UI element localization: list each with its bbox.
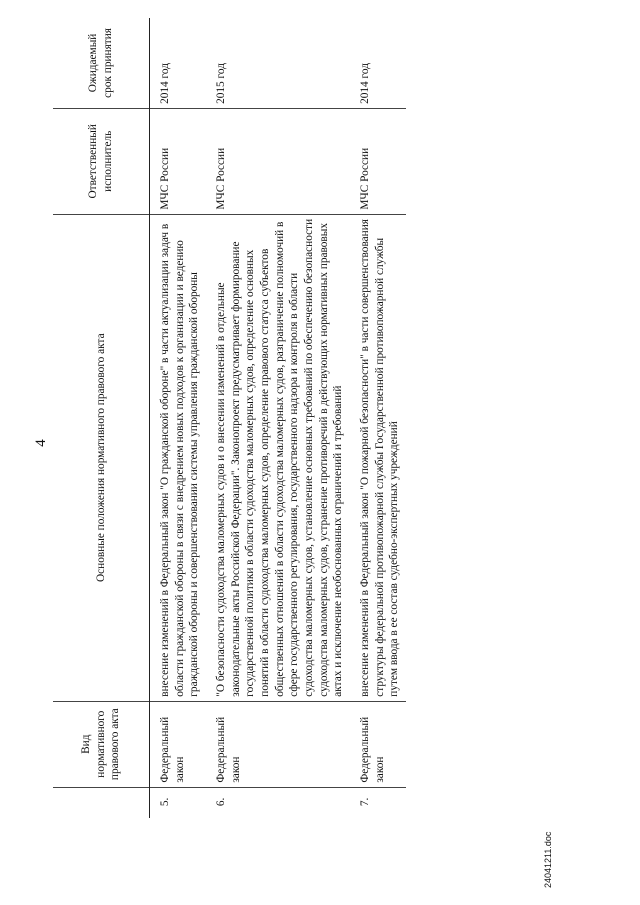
row-act-kind: Федеральный закон xyxy=(150,701,207,787)
header-provisions: Основные положения нормативного правового акта xyxy=(53,214,150,701)
header-act-kind: Вид нормативного правового акта xyxy=(53,701,150,787)
row-term: 2014 год xyxy=(350,18,406,108)
table-row xyxy=(150,18,207,818)
row-term: 2014 год xyxy=(150,18,207,108)
row-executor: МЧС России xyxy=(350,108,406,214)
row-executor: МЧС России xyxy=(206,108,350,214)
table-row xyxy=(206,18,350,818)
row-number: 7. xyxy=(359,797,372,807)
row-act-kind: Федеральный закон xyxy=(350,701,406,787)
legal-acts-table xyxy=(53,18,406,818)
row-provisions: внесение изменений в Федеральный закон "О гражданской обороне" в части актуализации задач в области гражданской обороны в связи с внедрением новых подходов к организации и ведению гражданской обороны и совершенствовании системы управления гражданской обороны xyxy=(150,214,207,701)
row-act-kind: Федеральный закон xyxy=(206,701,350,787)
header-executor: Ответственный исполнитель xyxy=(53,108,150,214)
document-page xyxy=(33,0,609,888)
row-executor: МЧС России xyxy=(150,108,207,214)
row-provisions: "О безопасности судоходства маломерных судов и о внесении изменений в отдельные законодательные акты Российской Федерации". Законопроект предусматривает формирование государственной политики в области судоходства маломерных судов, определение основных понятий в области судоходства маломерных судов, определение правового статуса субъектов общественных отношений в области судоходства маломерных судов, разграничение полномочий в сфере государственного регулирования, государственного надзора и контроля в области судоходства маломерных судов, установление основных требований по обеспечению безопасности судоходства маломерных судов, устранение противоречий в действующих нормативных правовых актах и исключение необоснованных ограничений и требований xyxy=(206,214,350,701)
header-number xyxy=(53,787,150,818)
document-file-id: 24041211.doc xyxy=(543,831,553,888)
row-term: 2015 год xyxy=(206,18,350,108)
header-term: Ожидаемый срок принятия xyxy=(53,18,150,108)
table-row xyxy=(350,18,406,818)
row-number: 5. xyxy=(159,797,171,807)
row-number: 6. xyxy=(215,797,228,807)
page-number: 4 xyxy=(33,439,49,447)
row-provisions: внесение изменений в Федеральный закон "О пожарной безопасности" в части совершенствования структуры федеральной противопожарной службы Государственной противопожарной службы путем ввода в ее состав судебно-экспертных учреждений xyxy=(350,214,406,701)
table-header-row xyxy=(53,18,150,818)
